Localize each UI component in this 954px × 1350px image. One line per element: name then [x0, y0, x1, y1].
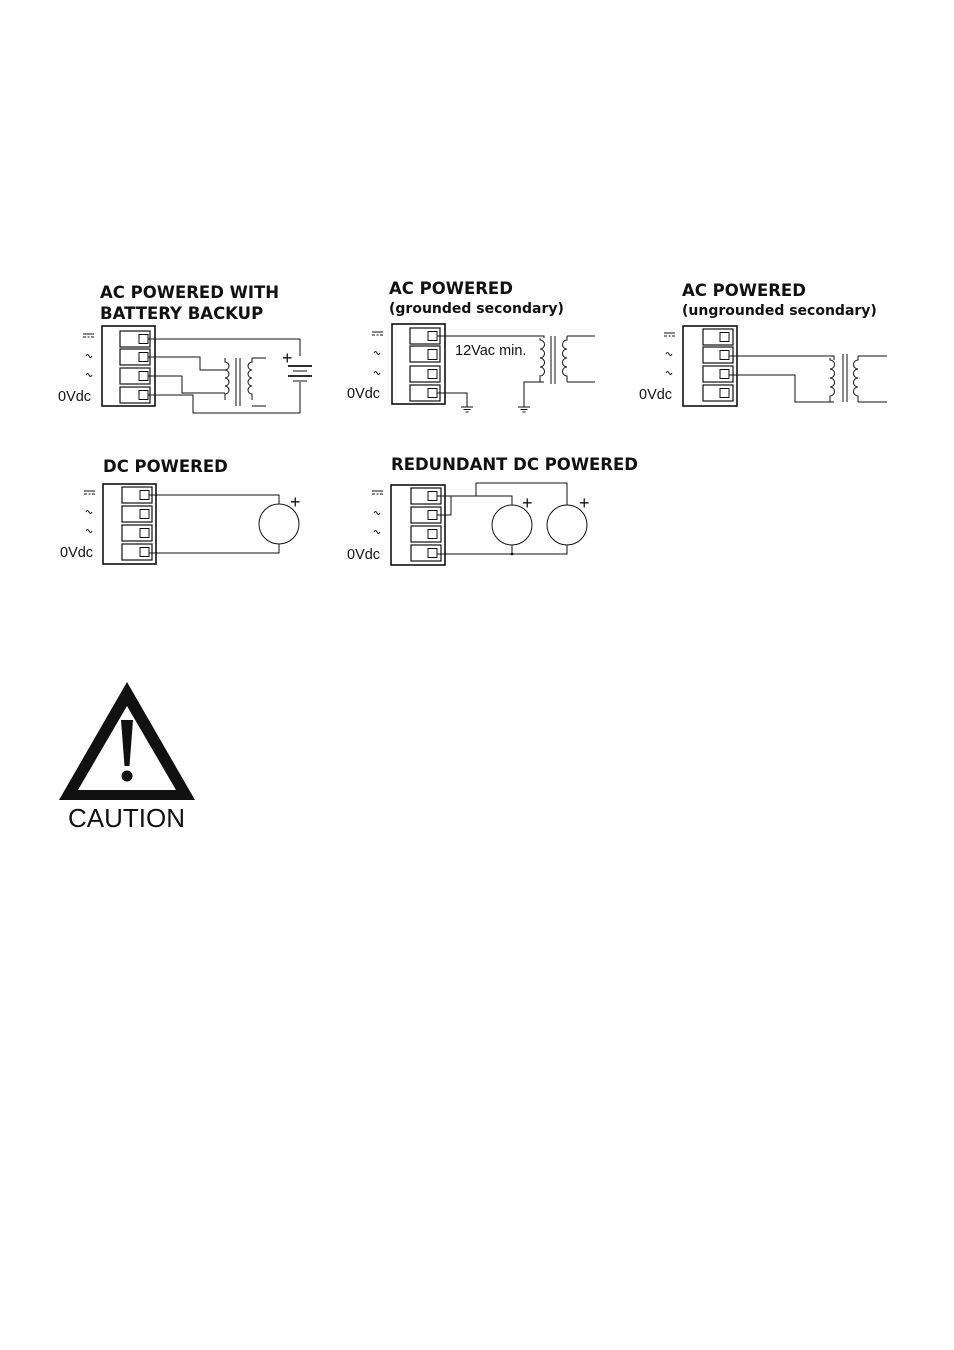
ac-battery-title-line1: AC POWERED WITH: [100, 283, 280, 302]
ac-ungrounded-title: AC POWERED: [682, 281, 806, 300]
ground-symbol: [518, 407, 530, 412]
ac-terminal-symbol: [374, 352, 380, 355]
ac-terminal-symbol: [86, 355, 92, 358]
ac-grounded-diagram: [347, 279, 595, 412]
ac-terminal-symbol: [666, 372, 672, 375]
battery-plus-sign: +: [282, 348, 293, 368]
zero-vdc-label: 0Vdc: [639, 387, 673, 403]
ac-terminal-symbol: [374, 531, 380, 534]
ground-symbol: [461, 407, 473, 412]
dc-terminal-symbol: [83, 334, 94, 337]
ac-terminal-symbol: [374, 372, 380, 375]
dc-title: DC POWERED: [103, 457, 228, 476]
dc-diagram: [60, 457, 301, 564]
ac-ungrounded-subtitle: (ungrounded secondary): [682, 303, 877, 319]
ac-ungrounded-diagram: [639, 281, 887, 406]
caution-label: CAUTION: [68, 803, 185, 833]
caution-sign: [59, 682, 195, 833]
ac-battery-title-line2: BATTERY BACKUP: [100, 304, 264, 323]
ac-terminal-symbol: [86, 374, 92, 377]
zero-vdc-label: 0Vdc: [347, 386, 381, 402]
dc-terminal-symbol: [84, 491, 95, 494]
terminal-block: [103, 484, 156, 564]
ac-terminal-symbol: [86, 530, 92, 533]
plus-sign: +: [290, 492, 301, 512]
dc-terminal-symbol: [372, 332, 383, 335]
terminal-block: [391, 485, 445, 565]
transformer: [540, 336, 595, 384]
plus-sign: +: [522, 493, 533, 513]
plus-sign: +: [579, 493, 590, 513]
voltage-label: 12Vac min.: [455, 343, 527, 359]
ac-terminal-symbol: [374, 512, 380, 515]
terminal-block: [102, 326, 155, 406]
battery-icon: [282, 348, 312, 381]
transformer: [225, 358, 266, 406]
ac-grounded-title: AC POWERED: [389, 279, 513, 298]
ac-terminal-symbol: [86, 511, 92, 514]
ac-grounded-subtitle: (grounded secondary): [389, 301, 564, 317]
redundant-dc-title: REDUNDANT DC POWERED: [391, 455, 638, 474]
terminal-block: [683, 326, 737, 406]
zero-vdc-label: 0Vdc: [60, 545, 94, 561]
ac-terminal-symbol: [666, 353, 672, 356]
zero-vdc-label: 0Vdc: [58, 389, 92, 405]
transformer: [830, 354, 887, 402]
dc-terminal-symbol: [664, 333, 675, 336]
ac-battery-diagram: [58, 283, 312, 413]
redundant-dc-diagram: [347, 455, 638, 565]
zero-vdc-label: 0Vdc: [347, 547, 381, 563]
dc-terminal-symbol: [372, 491, 383, 494]
